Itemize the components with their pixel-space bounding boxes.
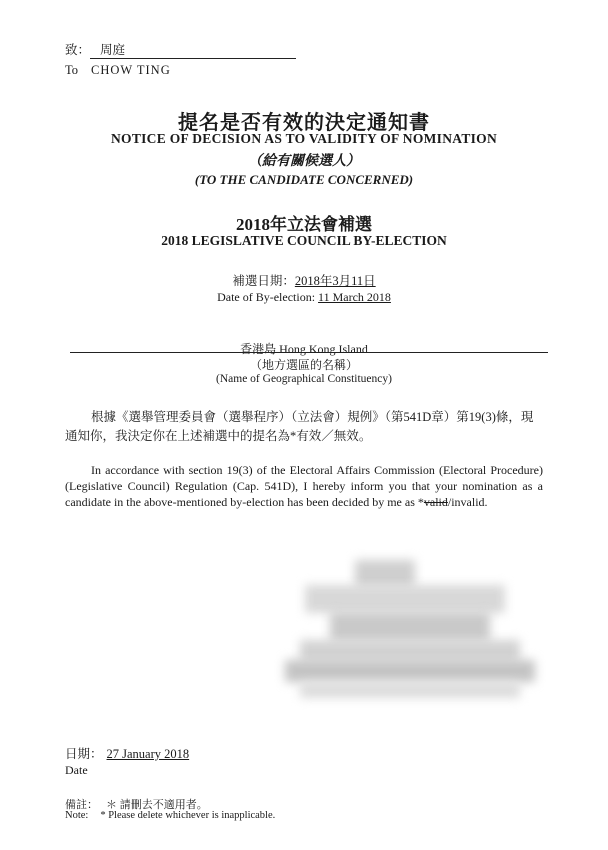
constituency-underline [70,352,548,353]
body-zh-valid: 有效 [296,429,322,443]
body-paragraph-zh [65,408,543,446]
signature-date-label-en: Date [65,763,88,777]
body-zh-invalid: 無效 [333,429,359,443]
body-en-invalid: invalid [451,495,485,509]
recipient-underline [90,58,296,59]
by-election-date-value-en: 11 March 2018 [318,290,391,304]
body-en-separator: / [447,495,452,509]
signature-date-zh [65,744,189,762]
title-en: NOTICE OF DECISION AS TO VALIDITY OF NOMINATION [110,131,498,146]
body-en-end: . [484,495,488,509]
by-election-date-value-zh: 2018年3月11日 [294,274,376,288]
by-election-date-label-zh: 補選日期： [232,274,295,288]
signature-date-label-zh: 日期： [65,747,103,761]
body-zh-end: 。 [358,429,372,443]
recipient-name-zh: 周庭 [100,43,126,57]
body-en-valid-struck: valid [423,495,448,509]
body-en-text: In accordance with section 19(3) of the Electoral Affairs Commission (Electoral Procedure) (Legislative Council) Regulation (Cap. 541D), I hereby inform you that your nomination as a candidate in the above-mentioned by-election has been decided by me as * [65,463,543,509]
recipient-zh [65,40,125,58]
recipient-name-en: CHOW TING [91,63,171,77]
recipient-en [65,63,171,78]
constituency-label-en: (Name of Geographical Constituency) [216,373,392,385]
body-zh-separator: ／ [321,429,334,443]
body-zh-text: 根據《選舉管理委員會（選舉程序）（立法會）規例》（第541D章）第19(3)條，現通知你，我決定你在上述補選中的提名為* [65,410,534,443]
by-election-date-zh [0,271,608,289]
note-label-zh: 備註： [65,799,98,811]
subtitle-en: (TO THE CANDIDATE CONCERNED) [194,172,414,187]
election-title-zh: 2018年立法會補選 [236,215,372,234]
title-zh: 提名是否有效的決定通知書 [178,112,430,134]
constituency-label-zh: （地方選區的名稱） [249,358,358,372]
note-label-en: Note: [65,810,89,821]
subtitle-zh: （給有關候選人） [248,154,360,169]
recipient-label-zh: 致： [65,43,91,57]
note-text-zh: ＊ 請刪去不適用者。 [106,799,208,811]
body-paragraph-en [65,462,543,510]
signature-date-value: 27 January 2018 [106,747,190,761]
by-election-date-label-en: Date of By-election: [217,290,319,304]
constituency-value: 香港島 Hong Kong Island [240,342,368,356]
recipient-label-en: To [65,63,79,77]
by-election-date-en [0,290,608,305]
note-text-en: * Please delete whichever is inapplicable. [100,810,276,821]
election-title-en: 2018 LEGISLATIVE COUNCIL BY-ELECTION [161,233,447,248]
note-en [65,810,275,821]
